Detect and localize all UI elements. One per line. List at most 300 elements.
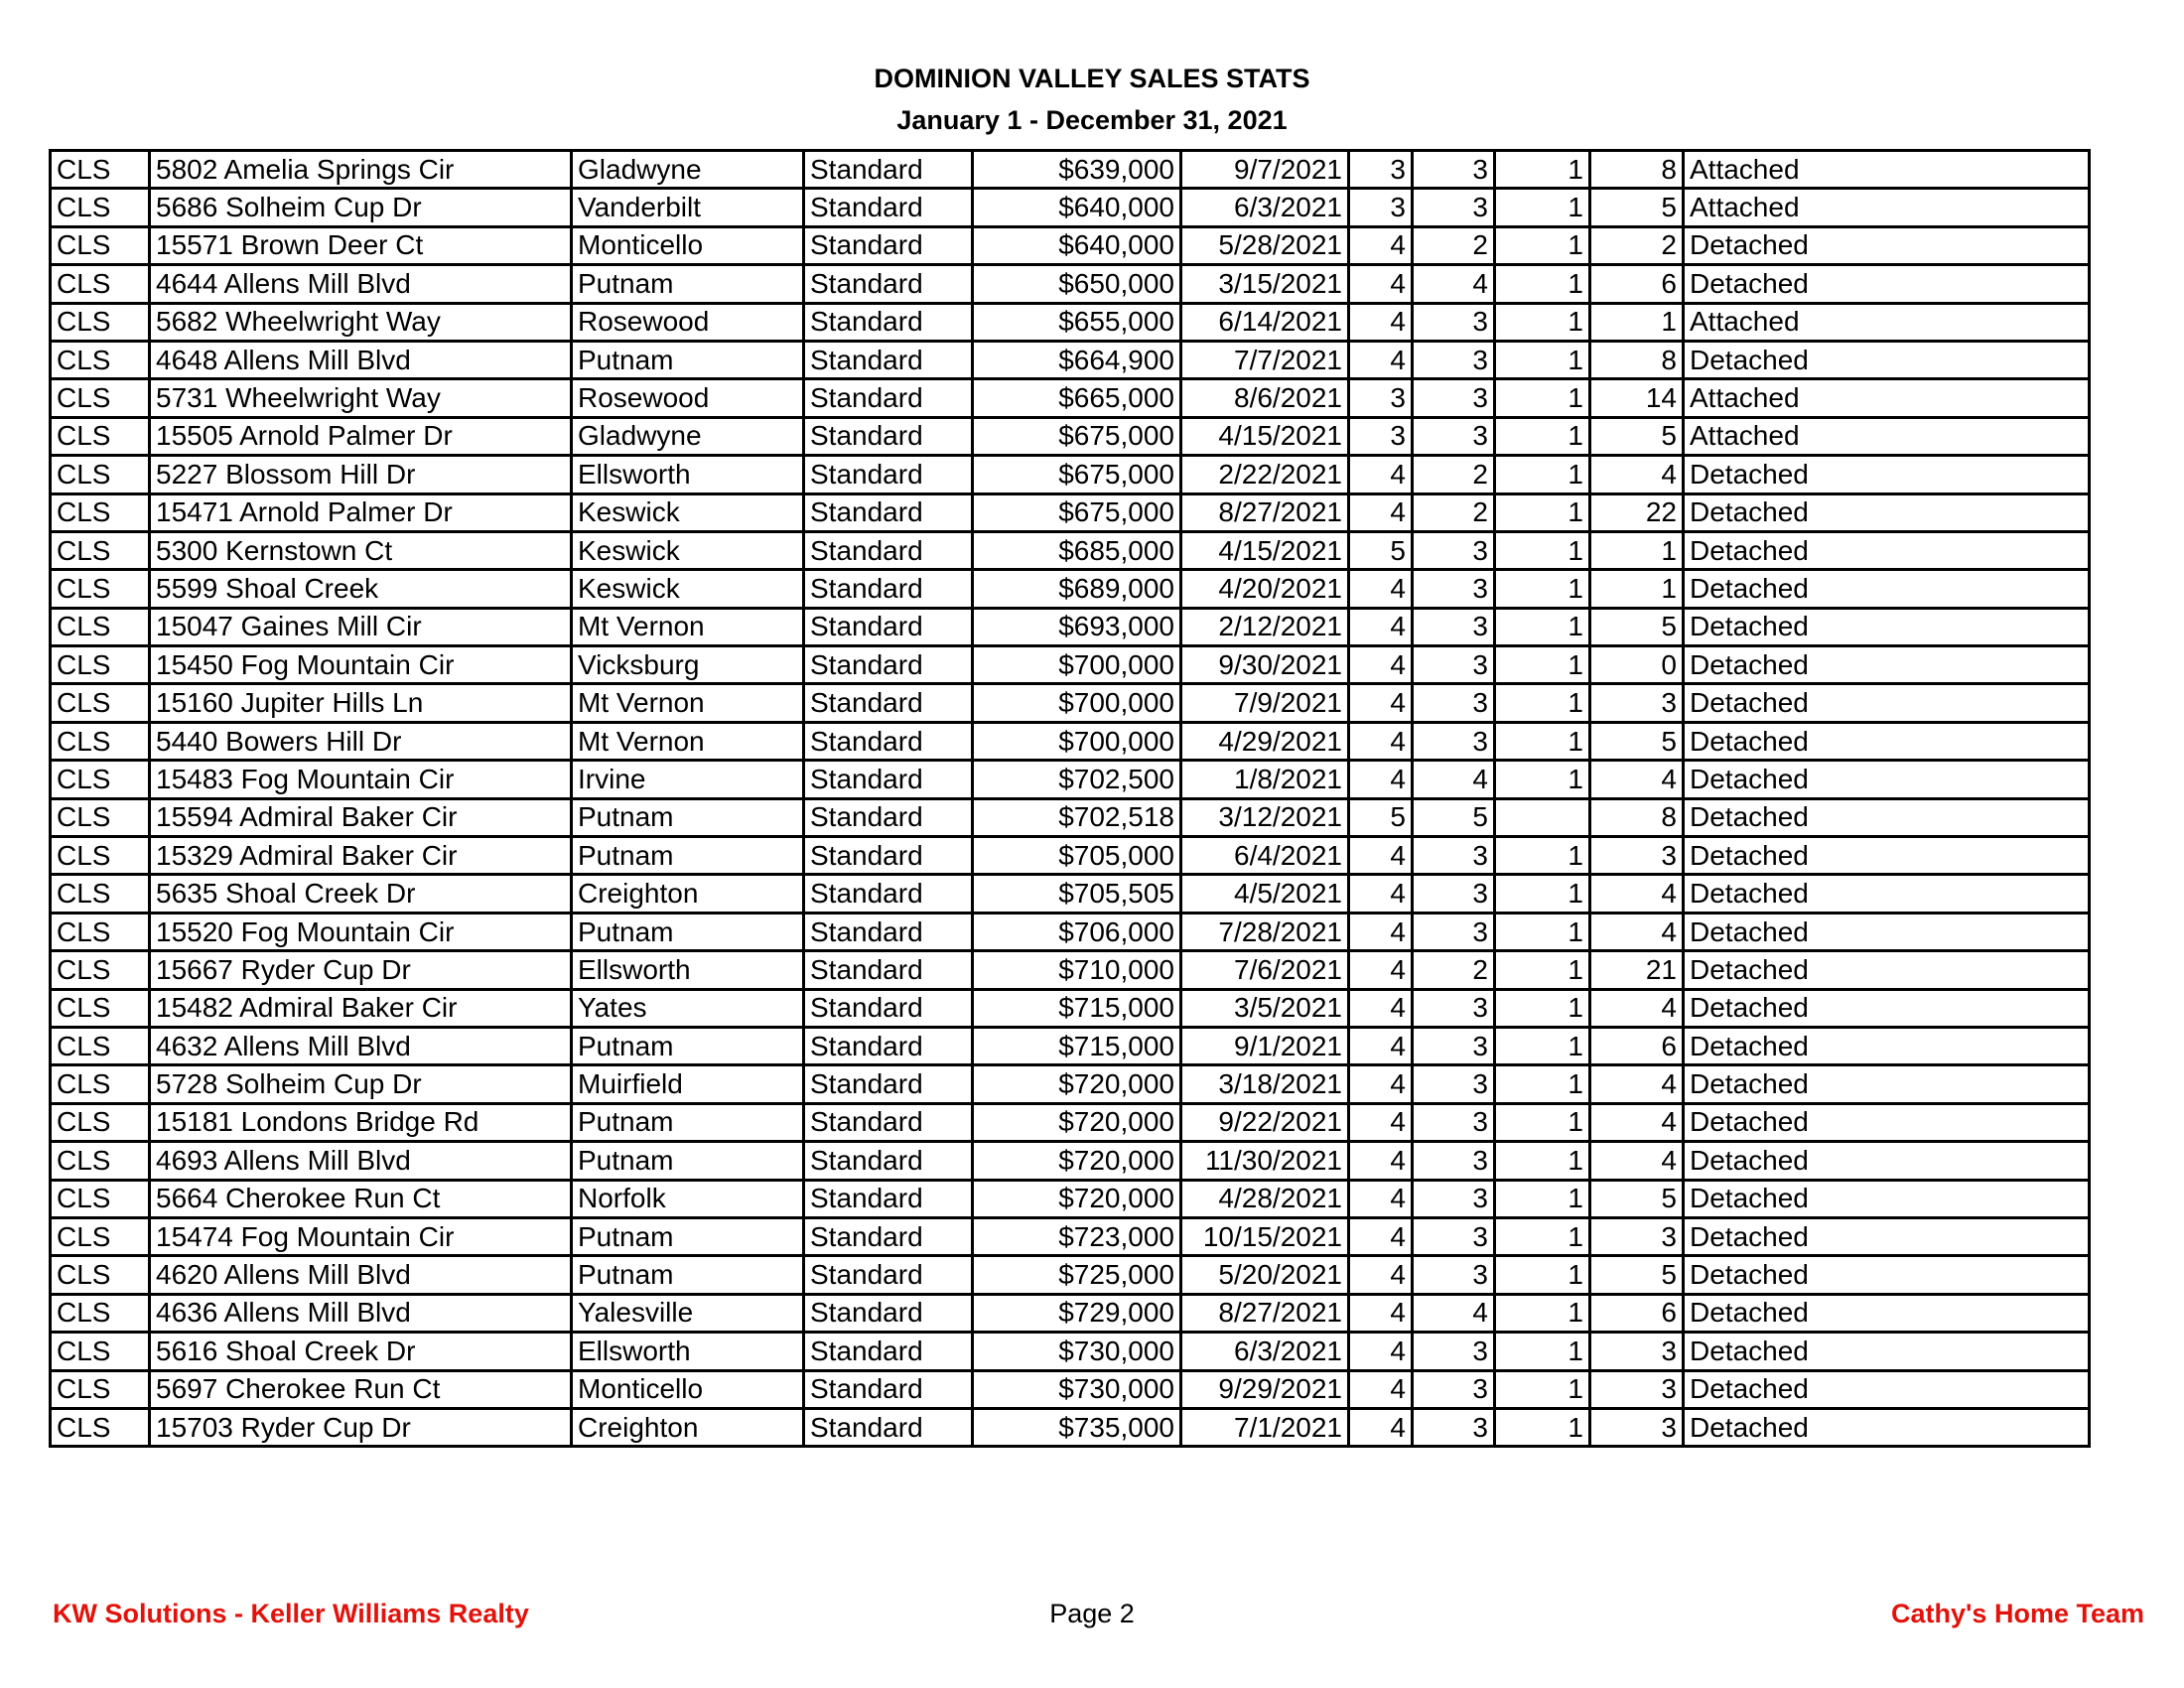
cell-sale-type: Standard [804, 1027, 973, 1064]
table-row [51, 531, 2090, 569]
cell-full-baths: 2 [1413, 456, 1495, 493]
table-row [51, 456, 2090, 493]
cell-close-date: 9/1/2021 [1181, 1027, 1349, 1064]
cell-address: 15571 Brown Deer Ct [150, 226, 572, 264]
cell-status: CLS [51, 837, 150, 875]
cell-full-baths: 3 [1413, 1180, 1495, 1217]
cell-address: 15667 Ryder Cup Dr [150, 951, 572, 989]
cell-half-baths: 1 [1495, 493, 1590, 531]
cell-style: Detached [1684, 570, 2090, 608]
cell-model: Rosewood [572, 303, 804, 341]
cell-model: Gladwyne [572, 151, 804, 189]
cell-address: 15505 Arnold Palmer Dr [150, 417, 572, 455]
cell-address: 4693 Allens Mill Blvd [150, 1142, 572, 1180]
cell-close-date: 8/27/2021 [1181, 493, 1349, 531]
cell-style: Detached [1684, 531, 2090, 569]
cell-status: CLS [51, 189, 150, 226]
cell-close-date: 8/27/2021 [1181, 1294, 1349, 1332]
cell-status: CLS [51, 570, 150, 608]
cell-style: Detached [1684, 1142, 2090, 1180]
cell-price: $720,000 [973, 1180, 1181, 1217]
cell-model: Mt Vernon [572, 722, 804, 760]
cell-days-on-market: 5 [1590, 189, 1684, 226]
cell-days-on-market: 1 [1590, 570, 1684, 608]
cell-status: CLS [51, 1370, 150, 1408]
cell-price: $700,000 [973, 722, 1181, 760]
cell-address: 4636 Allens Mill Blvd [150, 1294, 572, 1332]
page-title: DOMINION VALLEY SALES STATS [874, 64, 1310, 93]
cell-bedrooms: 4 [1349, 1065, 1413, 1103]
cell-status: CLS [51, 1256, 150, 1294]
cell-half-baths: 1 [1495, 1142, 1590, 1180]
cell-address: 15594 Admiral Baker Cir [150, 798, 572, 836]
cell-bedrooms: 4 [1349, 913, 1413, 950]
cell-close-date: 4/15/2021 [1181, 417, 1349, 455]
cell-address: 5635 Shoal Creek Dr [150, 875, 572, 913]
cell-status: CLS [51, 761, 150, 798]
cell-half-baths: 1 [1495, 570, 1590, 608]
cell-price: $700,000 [973, 684, 1181, 722]
cell-close-date: 4/29/2021 [1181, 722, 1349, 760]
cell-sale-type: Standard [804, 493, 973, 531]
cell-style: Detached [1684, 1333, 2090, 1370]
cell-half-baths: 1 [1495, 151, 1590, 189]
cell-sale-type: Standard [804, 722, 973, 760]
cell-full-baths: 3 [1413, 875, 1495, 913]
cell-style: Attached [1684, 151, 2090, 189]
cell-half-baths: 1 [1495, 1370, 1590, 1408]
cell-address: 15450 Fog Mountain Cir [150, 646, 572, 684]
table-row [51, 570, 2090, 608]
cell-status: CLS [51, 226, 150, 264]
cell-full-baths: 3 [1413, 1333, 1495, 1370]
cell-days-on-market: 4 [1590, 761, 1684, 798]
cell-address: 15483 Fog Mountain Cir [150, 761, 572, 798]
cell-price: $702,500 [973, 761, 1181, 798]
cell-model: Vicksburg [572, 646, 804, 684]
cell-address: 15047 Gaines Mill Cir [150, 608, 572, 645]
cell-full-baths: 3 [1413, 608, 1495, 645]
cell-full-baths: 3 [1413, 1370, 1495, 1408]
cell-sale-type: Standard [804, 989, 973, 1027]
cell-close-date: 4/15/2021 [1181, 531, 1349, 569]
cell-close-date: 7/6/2021 [1181, 951, 1349, 989]
cell-status: CLS [51, 303, 150, 341]
cell-model: Putnam [572, 1217, 804, 1255]
cell-address: 5802 Amelia Springs Cir [150, 151, 572, 189]
cell-price: $720,000 [973, 1142, 1181, 1180]
cell-sale-type: Standard [804, 798, 973, 836]
cell-days-on-market: 8 [1590, 341, 1684, 378]
cell-model: Muirfield [572, 1065, 804, 1103]
cell-style: Detached [1684, 875, 2090, 913]
cell-price: $655,000 [973, 303, 1181, 341]
cell-days-on-market: 4 [1590, 875, 1684, 913]
cell-close-date: 7/9/2021 [1181, 684, 1349, 722]
cell-bedrooms: 3 [1349, 417, 1413, 455]
cell-style: Detached [1684, 989, 2090, 1027]
cell-days-on-market: 3 [1590, 837, 1684, 875]
cell-sale-type: Standard [804, 951, 973, 989]
cell-status: CLS [51, 798, 150, 836]
table-row [51, 684, 2090, 722]
cell-close-date: 3/5/2021 [1181, 989, 1349, 1027]
cell-price: $735,000 [973, 1408, 1181, 1446]
cell-full-baths: 3 [1413, 531, 1495, 569]
sales-table [49, 149, 2091, 1448]
cell-style: Detached [1684, 1408, 2090, 1446]
cell-sale-type: Standard [804, 570, 973, 608]
cell-status: CLS [51, 456, 150, 493]
cell-price: $640,000 [973, 189, 1181, 226]
cell-address: 15703 Ryder Cup Dr [150, 1408, 572, 1446]
cell-address: 4632 Allens Mill Blvd [150, 1027, 572, 1064]
cell-full-baths: 4 [1413, 761, 1495, 798]
cell-full-baths: 2 [1413, 493, 1495, 531]
cell-days-on-market: 8 [1590, 151, 1684, 189]
cell-model: Yalesville [572, 1294, 804, 1332]
cell-price: $710,000 [973, 951, 1181, 989]
cell-half-baths: 1 [1495, 1256, 1590, 1294]
cell-bedrooms: 3 [1349, 151, 1413, 189]
cell-style: Detached [1684, 837, 2090, 875]
cell-half-baths: 1 [1495, 531, 1590, 569]
cell-sale-type: Standard [804, 1103, 973, 1141]
cell-days-on-market: 5 [1590, 1180, 1684, 1217]
cell-half-baths: 1 [1495, 875, 1590, 913]
cell-close-date: 6/14/2021 [1181, 303, 1349, 341]
cell-price: $725,000 [973, 1256, 1181, 1294]
cell-full-baths: 3 [1413, 1256, 1495, 1294]
cell-price: $685,000 [973, 531, 1181, 569]
cell-full-baths: 3 [1413, 913, 1495, 950]
table-row [51, 1256, 2090, 1294]
cell-style: Detached [1684, 1370, 2090, 1408]
cell-bedrooms: 4 [1349, 875, 1413, 913]
cell-model: Creighton [572, 875, 804, 913]
cell-status: CLS [51, 1027, 150, 1064]
cell-style: Detached [1684, 1027, 2090, 1064]
cell-status: CLS [51, 646, 150, 684]
cell-close-date: 9/22/2021 [1181, 1103, 1349, 1141]
cell-half-baths: 1 [1495, 646, 1590, 684]
cell-bedrooms: 4 [1349, 1294, 1413, 1332]
cell-status: CLS [51, 722, 150, 760]
cell-style: Detached [1684, 226, 2090, 264]
table-row [51, 761, 2090, 798]
cell-close-date: 1/8/2021 [1181, 761, 1349, 798]
cell-half-baths: 1 [1495, 913, 1590, 950]
table-row [51, 151, 2090, 189]
cell-bedrooms: 4 [1349, 1103, 1413, 1141]
footer-team: Cathy's Home Team [1891, 1599, 2144, 1628]
cell-close-date: 7/1/2021 [1181, 1408, 1349, 1446]
table-row [51, 1370, 2090, 1408]
cell-full-baths: 3 [1413, 379, 1495, 417]
cell-model: Mt Vernon [572, 608, 804, 645]
cell-model: Rosewood [572, 379, 804, 417]
cell-sale-type: Standard [804, 417, 973, 455]
cell-half-baths: 1 [1495, 951, 1590, 989]
table-row [51, 379, 2090, 417]
cell-close-date: 11/30/2021 [1181, 1142, 1349, 1180]
cell-address: 5440 Bowers Hill Dr [150, 722, 572, 760]
cell-close-date: 5/28/2021 [1181, 226, 1349, 264]
cell-full-baths: 3 [1413, 1408, 1495, 1446]
cell-close-date: 3/15/2021 [1181, 265, 1349, 303]
cell-full-baths: 3 [1413, 722, 1495, 760]
cell-status: CLS [51, 151, 150, 189]
cell-half-baths: 1 [1495, 1065, 1590, 1103]
cell-sale-type: Standard [804, 226, 973, 264]
cell-price: $693,000 [973, 608, 1181, 645]
cell-status: CLS [51, 684, 150, 722]
cell-days-on-market: 3 [1590, 1408, 1684, 1446]
cell-full-baths: 3 [1413, 837, 1495, 875]
cell-model: Putnam [572, 341, 804, 378]
cell-close-date: 6/3/2021 [1181, 1333, 1349, 1370]
cell-full-baths: 3 [1413, 1217, 1495, 1255]
cell-model: Ellsworth [572, 1333, 804, 1370]
cell-bedrooms: 4 [1349, 951, 1413, 989]
cell-style: Detached [1684, 265, 2090, 303]
cell-days-on-market: 0 [1590, 646, 1684, 684]
cell-close-date: 7/28/2021 [1181, 913, 1349, 950]
cell-half-baths: 1 [1495, 1180, 1590, 1217]
cell-model: Putnam [572, 1142, 804, 1180]
cell-style: Detached [1684, 1065, 2090, 1103]
cell-style: Detached [1684, 456, 2090, 493]
cell-full-baths: 3 [1413, 417, 1495, 455]
cell-style: Detached [1684, 1294, 2090, 1332]
cell-sale-type: Standard [804, 379, 973, 417]
table-row [51, 189, 2090, 226]
table-row [51, 303, 2090, 341]
cell-full-baths: 3 [1413, 1065, 1495, 1103]
cell-full-baths: 2 [1413, 951, 1495, 989]
cell-price: $639,000 [973, 151, 1181, 189]
cell-half-baths: 1 [1495, 303, 1590, 341]
cell-price: $650,000 [973, 265, 1181, 303]
cell-half-baths: 1 [1495, 456, 1590, 493]
cell-model: Keswick [572, 493, 804, 531]
cell-address: 5300 Kernstown Ct [150, 531, 572, 569]
cell-address: 5599 Shoal Creek [150, 570, 572, 608]
cell-address: 15160 Jupiter Hills Ln [150, 684, 572, 722]
cell-bedrooms: 4 [1349, 1217, 1413, 1255]
cell-full-baths: 2 [1413, 226, 1495, 264]
cell-days-on-market: 4 [1590, 1142, 1684, 1180]
table-row [51, 608, 2090, 645]
cell-days-on-market: 14 [1590, 379, 1684, 417]
cell-model: Putnam [572, 1256, 804, 1294]
cell-close-date: 3/18/2021 [1181, 1065, 1349, 1103]
cell-status: CLS [51, 989, 150, 1027]
cell-model: Putnam [572, 837, 804, 875]
cell-price: $720,000 [973, 1103, 1181, 1141]
cell-full-baths: 3 [1413, 646, 1495, 684]
cell-full-baths: 3 [1413, 684, 1495, 722]
cell-close-date: 4/5/2021 [1181, 875, 1349, 913]
cell-full-baths: 3 [1413, 1027, 1495, 1064]
cell-model: Vanderbilt [572, 189, 804, 226]
cell-full-baths: 3 [1413, 989, 1495, 1027]
cell-days-on-market: 4 [1590, 456, 1684, 493]
cell-address: 4644 Allens Mill Blvd [150, 265, 572, 303]
cell-days-on-market: 5 [1590, 417, 1684, 455]
table-row [51, 341, 2090, 378]
cell-price: $664,900 [973, 341, 1181, 378]
cell-days-on-market: 2 [1590, 226, 1684, 264]
cell-status: CLS [51, 493, 150, 531]
cell-address: 15482 Admiral Baker Cir [150, 989, 572, 1027]
cell-bedrooms: 4 [1349, 1333, 1413, 1370]
table-row [51, 1065, 2090, 1103]
cell-close-date: 3/12/2021 [1181, 798, 1349, 836]
cell-sale-type: Standard [804, 1142, 973, 1180]
cell-address: 15329 Admiral Baker Cir [150, 837, 572, 875]
table-row [51, 417, 2090, 455]
cell-price: $720,000 [973, 1065, 1181, 1103]
cell-half-baths: 1 [1495, 1217, 1590, 1255]
cell-close-date: 9/30/2021 [1181, 646, 1349, 684]
cell-style: Attached [1684, 189, 2090, 226]
cell-style: Attached [1684, 417, 2090, 455]
cell-address: 5686 Solheim Cup Dr [150, 189, 572, 226]
table-row [51, 989, 2090, 1027]
table-row [51, 1027, 2090, 1064]
cell-model: Keswick [572, 570, 804, 608]
cell-model: Putnam [572, 265, 804, 303]
table-row [51, 226, 2090, 264]
cell-half-baths: 1 [1495, 1408, 1590, 1446]
cell-model: Monticello [572, 226, 804, 264]
cell-sale-type: Standard [804, 913, 973, 950]
cell-full-baths: 3 [1413, 1142, 1495, 1180]
cell-close-date: 4/28/2021 [1181, 1180, 1349, 1217]
cell-half-baths: 1 [1495, 837, 1590, 875]
table-row [51, 1408, 2090, 1446]
cell-sale-type: Standard [804, 1408, 973, 1446]
cell-full-baths: 3 [1413, 189, 1495, 226]
table-row [51, 1333, 2090, 1370]
cell-model: Putnam [572, 798, 804, 836]
cell-half-baths: 1 [1495, 1027, 1590, 1064]
cell-bedrooms: 4 [1349, 1142, 1413, 1180]
cell-model: Ellsworth [572, 951, 804, 989]
cell-half-baths: 1 [1495, 761, 1590, 798]
cell-bedrooms: 4 [1349, 226, 1413, 264]
cell-half-baths: 1 [1495, 684, 1590, 722]
cell-model: Irvine [572, 761, 804, 798]
cell-address: 4648 Allens Mill Blvd [150, 341, 572, 378]
cell-status: CLS [51, 913, 150, 950]
cell-close-date: 2/12/2021 [1181, 608, 1349, 645]
cell-price: $665,000 [973, 379, 1181, 417]
cell-days-on-market: 1 [1590, 531, 1684, 569]
cell-half-baths: 1 [1495, 417, 1590, 455]
cell-half-baths: 1 [1495, 341, 1590, 378]
cell-half-baths: 1 [1495, 1103, 1590, 1141]
cell-price: $715,000 [973, 1027, 1181, 1064]
cell-sale-type: Standard [804, 1180, 973, 1217]
cell-sale-type: Standard [804, 684, 973, 722]
cell-days-on-market: 6 [1590, 1027, 1684, 1064]
cell-address: 5728 Solheim Cup Dr [150, 1065, 572, 1103]
cell-bedrooms: 4 [1349, 684, 1413, 722]
cell-model: Monticello [572, 1370, 804, 1408]
cell-sale-type: Standard [804, 1256, 973, 1294]
cell-close-date: 9/29/2021 [1181, 1370, 1349, 1408]
cell-close-date: 6/4/2021 [1181, 837, 1349, 875]
table-row [51, 1142, 2090, 1180]
cell-bedrooms: 5 [1349, 798, 1413, 836]
cell-bedrooms: 4 [1349, 570, 1413, 608]
cell-sale-type: Standard [804, 531, 973, 569]
cell-style: Detached [1684, 722, 2090, 760]
cell-price: $675,000 [973, 417, 1181, 455]
cell-bedrooms: 4 [1349, 341, 1413, 378]
cell-days-on-market: 1 [1590, 303, 1684, 341]
cell-model: Keswick [572, 531, 804, 569]
cell-sale-type: Standard [804, 1217, 973, 1255]
cell-price: $675,000 [973, 493, 1181, 531]
cell-days-on-market: 6 [1590, 1294, 1684, 1332]
cell-days-on-market: 4 [1590, 1103, 1684, 1141]
cell-style: Detached [1684, 951, 2090, 989]
cell-close-date: 7/7/2021 [1181, 341, 1349, 378]
cell-price: $689,000 [973, 570, 1181, 608]
cell-sale-type: Standard [804, 341, 973, 378]
cell-full-baths: 3 [1413, 151, 1495, 189]
cell-address: 4620 Allens Mill Blvd [150, 1256, 572, 1294]
cell-days-on-market: 6 [1590, 265, 1684, 303]
cell-status: CLS [51, 1333, 150, 1370]
cell-sale-type: Standard [804, 1370, 973, 1408]
cell-bedrooms: 4 [1349, 722, 1413, 760]
cell-style: Detached [1684, 1180, 2090, 1217]
cell-half-baths: 1 [1495, 226, 1590, 264]
cell-bedrooms: 5 [1349, 531, 1413, 569]
cell-status: CLS [51, 1408, 150, 1446]
cell-style: Attached [1684, 303, 2090, 341]
cell-half-baths: 1 [1495, 1333, 1590, 1370]
table-row [51, 798, 2090, 836]
table-row [51, 951, 2090, 989]
cell-days-on-market: 22 [1590, 493, 1684, 531]
cell-sale-type: Standard [804, 608, 973, 645]
cell-price: $706,000 [973, 913, 1181, 950]
table-row [51, 1103, 2090, 1141]
cell-days-on-market: 5 [1590, 608, 1684, 645]
cell-price: $730,000 [973, 1370, 1181, 1408]
cell-style: Detached [1684, 1217, 2090, 1255]
cell-bedrooms: 3 [1349, 379, 1413, 417]
cell-price: $729,000 [973, 1294, 1181, 1332]
cell-bedrooms: 4 [1349, 303, 1413, 341]
cell-status: CLS [51, 1294, 150, 1332]
cell-days-on-market: 3 [1590, 1370, 1684, 1408]
table-row [51, 646, 2090, 684]
cell-sale-type: Standard [804, 456, 973, 493]
cell-bedrooms: 4 [1349, 1256, 1413, 1294]
table-row [51, 875, 2090, 913]
table-row [51, 722, 2090, 760]
cell-address: 5227 Blossom Hill Dr [150, 456, 572, 493]
cell-bedrooms: 4 [1349, 265, 1413, 303]
cell-status: CLS [51, 1180, 150, 1217]
cell-address: 5664 Cherokee Run Ct [150, 1180, 572, 1217]
